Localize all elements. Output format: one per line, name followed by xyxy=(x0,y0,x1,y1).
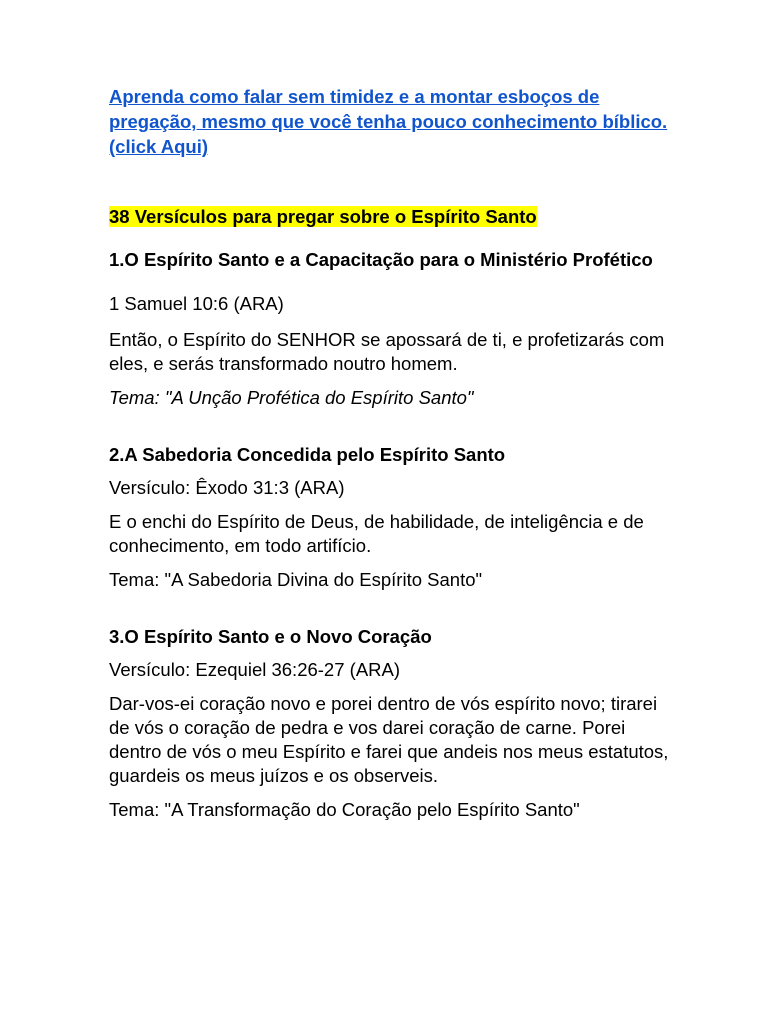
verse-text: Dar-vos-ei coração novo e porei dentro de vós espírito novo; tirarei de vós o coração de pedra e vos darei coração de carne. Porei dentro de vós o meu Espírito e farei que andeis nos meus estatutos, guardeis os meus juízos e os observeis. xyxy=(109,693,669,786)
promo-link[interactable]: Aprenda como falar sem timidez e a montar esboços de pregação, mesmo que você tenha pouco conhecimento bíblico. (click Aqui) xyxy=(109,86,668,157)
section-heading: 3.O Espírito Santo e o Novo Coração xyxy=(109,626,432,647)
verse-reference: 1 Samuel 10:6 (ARA) xyxy=(109,293,284,314)
verse-section-3 xyxy=(109,625,669,822)
section-heading: 1.O Espírito Santo e a Capacitação para o Ministério Profético xyxy=(109,249,653,270)
verse-section-1 xyxy=(109,248,669,410)
verse-reference: Versículo: Êxodo 31:3 (ARA) xyxy=(109,477,345,498)
sermon-theme: Tema: "A Sabedoria Divina do Espírito Santo" xyxy=(109,569,483,590)
document-title-block xyxy=(109,204,669,231)
sermon-theme: Tema: "A Transformação do Coração pelo Espírito Santo" xyxy=(109,799,580,820)
verse-text: Então, o Espírito do SENHOR se apossará de ti, e profetizarás com eles, e serás transformado noutro homem. xyxy=(109,329,665,374)
sermon-theme: Tema: "A Unção Profética do Espírito Santo" xyxy=(109,387,474,408)
document-title: 38 Versículos para pregar sobre o Espírito Santo xyxy=(109,206,537,227)
verse-text: E o enchi do Espírito de Deus, de habilidade, de inteligência e de conhecimento, em todo artifício. xyxy=(109,511,644,556)
document-page xyxy=(109,84,669,822)
verse-reference: Versículo: Ezequiel 36:26-27 (ARA) xyxy=(109,659,401,680)
verse-section-2 xyxy=(109,443,669,592)
section-heading: 2.A Sabedoria Concedida pelo Espírito Santo xyxy=(109,444,506,465)
